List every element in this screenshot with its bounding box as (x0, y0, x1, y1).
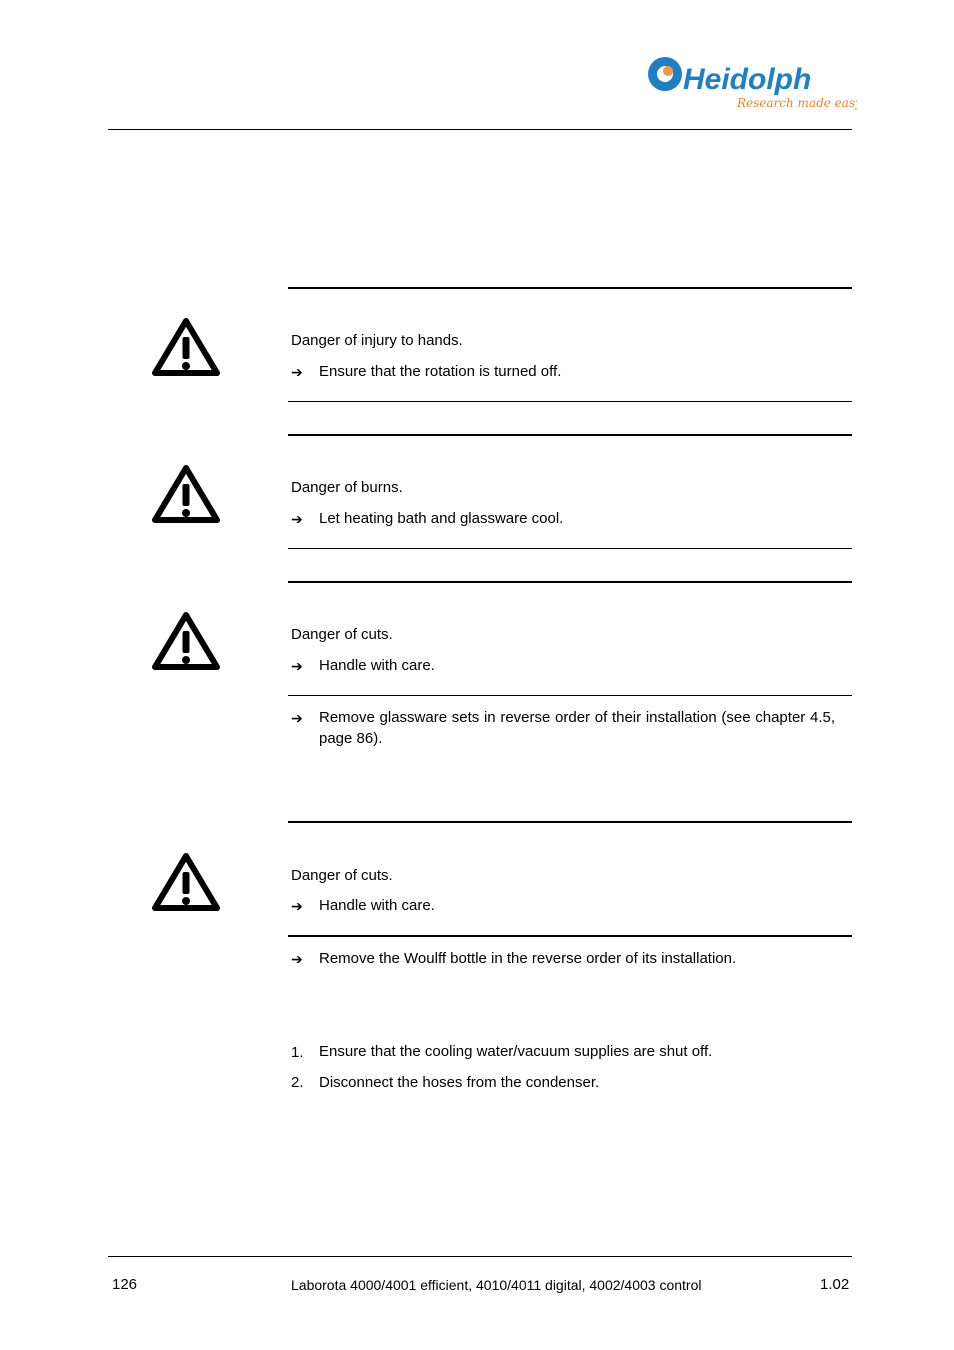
action-text: Ensure that the rotation is turned off. (319, 363, 562, 380)
section-bottom-rule (288, 935, 852, 937)
section-top-rule (288, 821, 852, 823)
arrow-icon: ➔ (291, 364, 303, 380)
section-bottom-rule (288, 401, 852, 402)
danger-text: Danger of injury to hands. (291, 332, 463, 349)
section-top-rule (288, 434, 852, 436)
header-rule (108, 129, 852, 130)
woulff-step-text: Remove the Woulff bottle in the reverse order of its installation. (319, 950, 737, 967)
heidolph-logo (645, 52, 857, 114)
warning-triangle-icon (150, 316, 222, 378)
arrow-icon: ➔ (291, 710, 303, 726)
action-text: Handle with care. (319, 897, 435, 914)
warning-triangle-icon (150, 851, 222, 913)
warning-triangle-icon (150, 610, 222, 672)
arrow-icon: ➔ (291, 658, 303, 674)
section-bottom-rule (288, 695, 852, 696)
warning-triangle-icon (150, 463, 222, 525)
arrow-icon: ➔ (291, 898, 303, 914)
glassware-step-text: Remove glassware sets in reverse order of their installation (see chapter 4.5, page 86). (319, 709, 835, 747)
logo-tagline: Research made easy (737, 96, 857, 110)
section-top-rule (288, 581, 852, 583)
danger-text: Danger of cuts. (291, 626, 393, 643)
logo-wordmark: Heidolph (683, 63, 812, 96)
action-text: Handle with care. (319, 657, 435, 674)
arrow-icon: ➔ (291, 951, 303, 967)
section-bottom-rule (288, 548, 852, 549)
arrow-icon: ➔ (291, 511, 303, 527)
action-text: Let heating bath and glassware cool. (319, 510, 564, 527)
step-text: Disconnect the hoses from the condenser. (319, 1074, 600, 1091)
danger-text: Danger of cuts. (291, 867, 393, 884)
step-text: Ensure that the cooling water/vacuum supplies are shut off. (319, 1043, 713, 1060)
footer-product: Laborota 4000/4001 efficient, 4010/4011 digital, 4002/4003 control (291, 1277, 702, 1293)
page-number: 126 (112, 1276, 138, 1293)
footer-version: 1.02 (820, 1276, 850, 1293)
step-number: 2. (291, 1074, 304, 1091)
danger-text: Danger of burns. (291, 479, 403, 496)
step-number: 1. (291, 1044, 304, 1061)
footer-rule (108, 1256, 852, 1257)
section-top-rule (288, 287, 852, 289)
